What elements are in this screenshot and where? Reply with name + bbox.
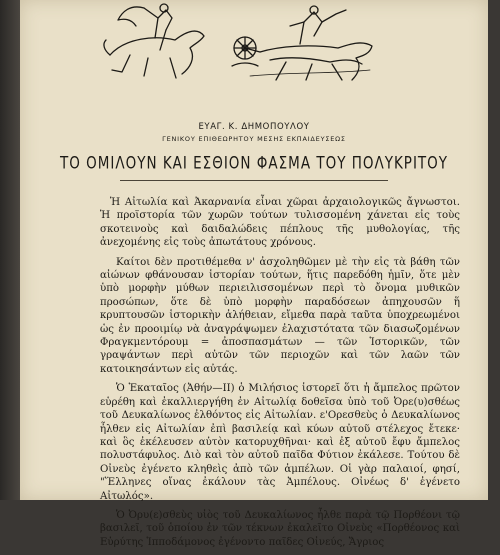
article-body [100,196,460,555]
paragraph: Ὁ Ἑκαταῖος (Ἀθήν—ΙΙ) ὁ Μιλήσιος ἱστορεῖ ὅτι ἡ ἄμπελος πρῶτον εὑρέθη καὶ ἐκαλλιεργήθη ἐν Αἰτωλίᾳ δοθεῖσα ὑπὸ τοῦ Ὀρε(υ)σθέως τοῦ Δευκαλίωνος ἐλθόντος εἰς Αἰτωλίαν. ε'Ορεσθεὺς ὁ Δευκαλίωνος ἦλθεν εἰς Αἰτωλίαν ἐπὶ βασιλείᾳ καὶ κύων αὐτοῦ στέλεχος ἔτεκε· καὶ ὃς ἐκέλευσεν αὐτὸν κατορυχθῆναι· καὶ ἐξ αὐτοῦ ἔφυ ἄμπελος πολυστάφυλος. Διὸ καὶ τὸν αὐτοῦ παῖδα Φύτιον ἐκάλεσε. Τούτου δὲ Οἰνεὺς ἐγένετο κληθεὶς ἀπὸ τῶν ἀμπέλων. Οἱ γὰρ παλαιοί, φησί, "Ἕλληνες οἴνας ἐκάλουν τὰς Ἀμπέλους. Οἰνέως δ' ἐγένετο Αἰτωλός». [100,383,460,502]
paragraph: Ὁ Ὀρυ(ε)σθεὺς υἱὸς τοῦ Δευκαλίωνος ἦλθε παρὰ τῷ Πορθέονι τῷ βασιλεῖ, τοῦ ὁποίου ἐν τῶν τέκνων ἐκαλεῖτο Οἰνεὺς «Πορθέονος καὶ Εὐρύτης Ἱπποδάμονος ἐγένοντο παῖδες Οἰνεύς, Ἄγριος [100,509,460,548]
paragraph: Ἡ Αἰτωλία καὶ Ἀκαρνανία εἶναι χῶραι ἀρχαιολογικῶς ἄγνωστοι. Ἡ προϊστορία τῶν χωρῶν τούτων τυλισσομένη χάνεται εἰς τοὺς σκοτεινοὺς καὶ δαιδαλώδεις πέπλους τῆς μυθολογίας, τῆς ἀνεχομένης εἰς τοὺς ἀπωτάτους χρόνους. [100,197,460,249]
paragraph: Καίτοι δὲν προτιθέμεθα ν' ἀσχοληθῶμεν μὲ τὴν εἰς τὰ βάθη τῶν αἰώνων φθάνουσαν ἱστορίαν τούτων, ἥτις παρεδόθη ἡμῖν, ὅτε μὲν ὑπὸ μορφὴν μύθων περιειλισσομένων περὶ τὸ ὄνομα μυθικῶν προσώπων, ὅτε δὲ ὑπὸ μορφὴν παραδόσεων ἀπηχουσῶν ἥ κρυπτουσῶν ἱστορικὴν ἀλήθειαν, εἴμεθα παρὰ ταῦτα ὑποχρεωμένοι ὡς ἐν προοιμίῳ νὰ ἀναγράψωμεν ἐλαχιστότατα τῶν διασωζομένων Φραγκμεντόρουμ = ἀποσπασμάτων — τῶν Ἱστορικῶν, τῶν γραψάντων περὶ αὐτῶν τῶν περιοχῶν καὶ τῶν λαῶν τῶν κατοικησάντων εἰς αὐτάς. [100,256,460,375]
author-name: ΕΥΑΓ. Κ. ΔΗΜΟΠΟΥΛΟΥ [198,122,310,132]
chariot-frieze-illustration [100,0,400,82]
author-title: ΓΕΝΙΚΟΥ ΕΠΙΘΕΩΡΗΤΟΥ ΜΕΣΗΣ ΕΚΠΑΙΔΕΥΣΕΩΣ [162,135,346,143]
title-rule [120,180,388,181]
page-shadow-edge [0,0,20,500]
article-title: ΤΟ ΟΜΙΛΟΥΝ ΚΑΙ ΕΣΘΙΟΝ ΦΑΣΜΑ ΤΟΥ ΠΟΛΥΚΡΙΤΟΥ [59,152,449,174]
document-page [20,0,488,548]
